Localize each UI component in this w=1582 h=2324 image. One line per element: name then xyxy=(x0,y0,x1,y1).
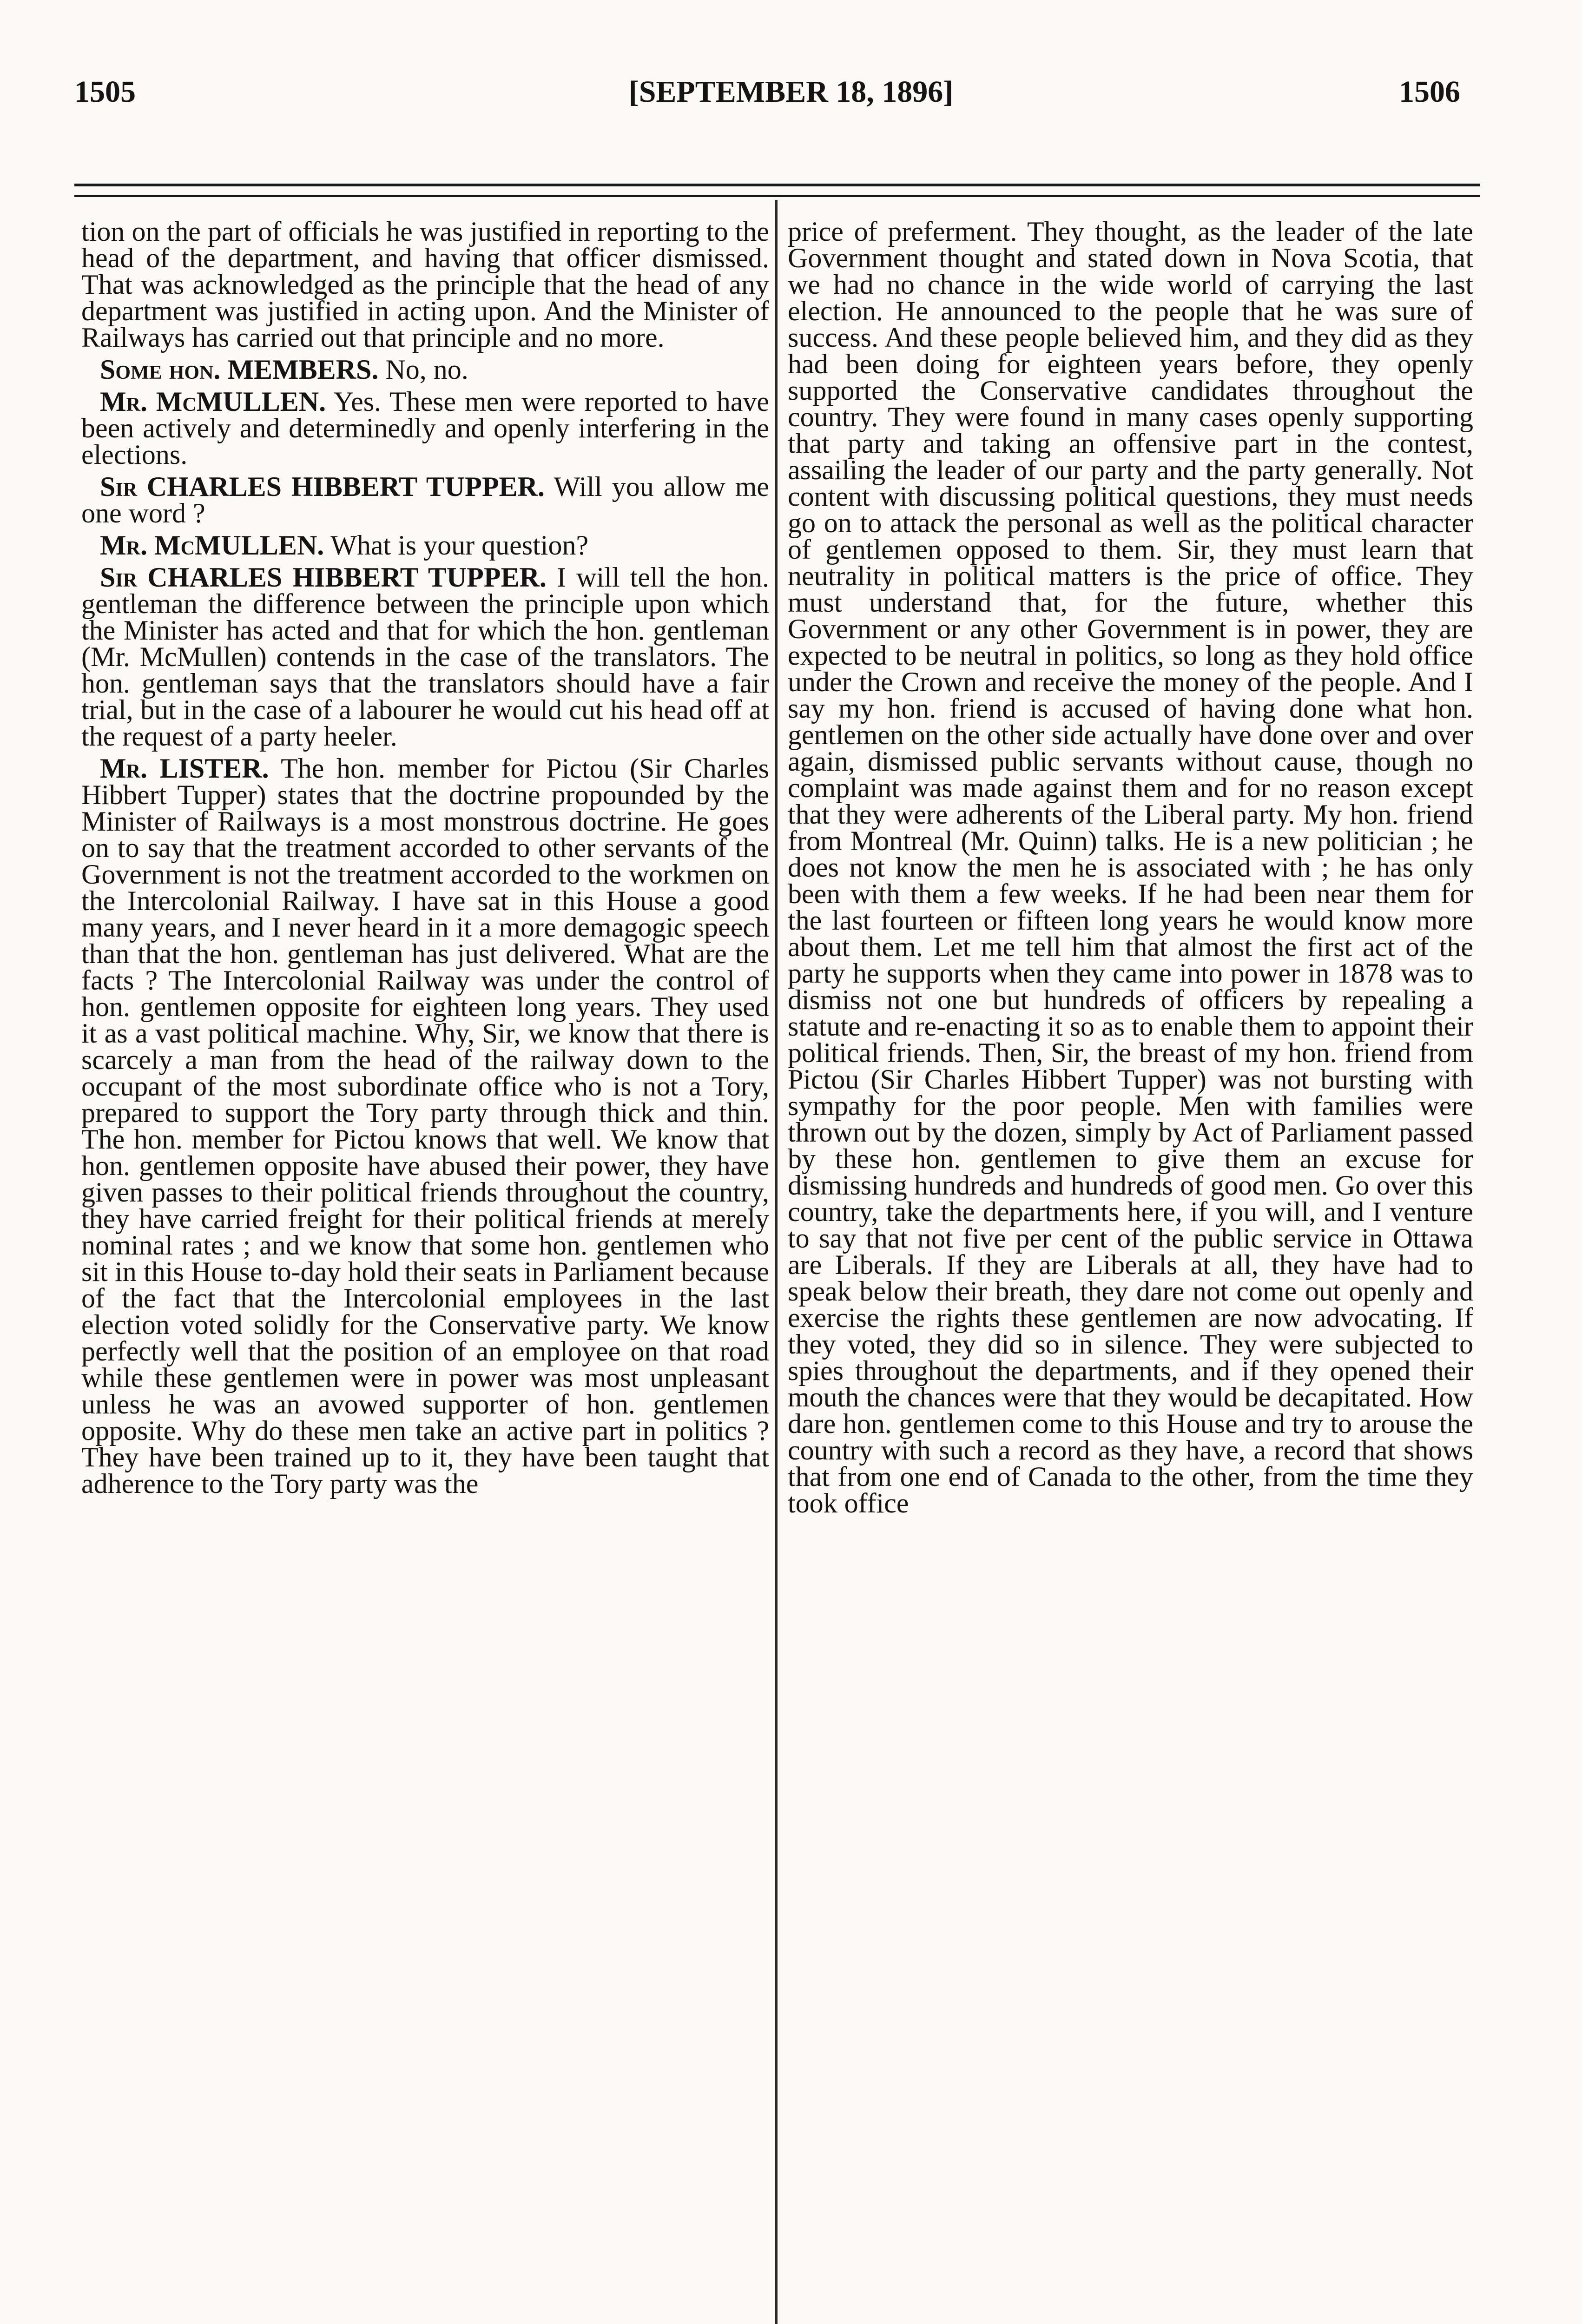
paragraph-text: I will tell the hon. gentleman the difference between the principle upon which the Minister has acted and that for which the hon. gentleman (Mr. McMullen) contends in the case of the translators. The hon. gentleman says that the translators should have a fair trial, but in the case of a labourer he would cut his head off at the request of a party heeler. xyxy=(81,562,769,752)
speaker-name: Some hon. MEMBERS. xyxy=(100,354,379,385)
paragraph xyxy=(81,386,769,470)
paragraph xyxy=(81,532,769,559)
page-header xyxy=(0,74,1582,125)
paragraph-text: price of preferment. They thought, as the leader of the late Government thought and stated down in Nova Scotia, that we had no chance in the wide world of carrying the last election. He announced to the people that he was sure of success. And these people believed him, and they did as they had been doing for eighteen years before, they openly supported the Conservative candidates throughout the country. They were found in many cases openly supporting that party and taking an offensive part in the contest, assailing the leader of our party and the party generally. Not content with discussing political questions, they must needs go on to attack the personal as well as the political character of gentlemen opposed to them. Sir, they must learn that neutrality in political matters is the price of office. They must understand that, for the future, whether this Government or any other Government is in power, they are expected to be neutral in politics, so long as they hold office under the Crown and receive the money of the people. And I say my hon. friend is accused of having done what hon. gentlemen on the other side actually have done over and over again, dismissed public servants without cause, though no complaint was made against them and for no reason except that they were adherents of the Liberal party. My hon. friend from Montreal (Mr. Quinn) talks. He is a new politician ; he does not know the men he is associated with ; he has only been with them a few weeks. If he had been near them for the last fourteen or fifteen long years he would know more about them. Let me tell him that almost the first act of the party he supports when they came into power in 1878 was to dismiss not one but hundreds of officers by repealing a statute and re-enacting it so as to enable them to appoint their political friends. Then, Sir, the breast of my hon. friend from Pictou (Sir Charles Hibbert Tupper) was not bursting with sympathy for the poor people. Men with families were thrown out by the dozen, simply by Act of Parliament passed by these hon. gentlemen to give them an excuse for dismissing hundreds and hundreds of good men. Go over this country, take the departments here, if you will, and I venture to say that not five per cent of the public service in Ottawa are Liberals. If they are Liberals at all, they have had to speak below their breath, they dare not come out openly and exercise the rights these gentlemen are now advocating. If they voted, they did so in silence. They were subjected to spies throughout the departments, and if they opened their mouth the chances were that they would be decapitated. How dare hon. gentlemen come to this House and try to arouse the country with such a record as they have, a record that shows that from one end of Canada to the other, from the time they took office xyxy=(788,218,1473,1519)
paragraph xyxy=(788,218,1473,1517)
paragraph xyxy=(81,755,769,1497)
paragraph-text: Yes. These men were reported to have been actively and determinedly and openly interfering in the elections. xyxy=(81,386,769,470)
speaker-name: Mr. McMULLEN. xyxy=(100,530,324,561)
paragraph-text: The hon. member for Pictou (Sir Charles Hibbert Tupper) states that the doctrine propounded by the Minister of Railways is a most monstrous doctrine. He goes on to say that the treatment accorded to other servants of the Government is not the treatment accorded to the workmen on the Intercolonial Railway. I have sat in this House a good many years, and I never heard in it a more demagogic speech than that the hon. gentleman has just delivered. What are the facts ? The Intercolonial Railway was under the control of hon. gentlemen opposite for eighteen long years. They used it as a vast political machine. Why, Sir, we know that there is scarcely a man from the head of the railway down to the occupant of the most subordinate office who is not a Tory, prepared to support the Tory party through thick and thin. The hon. member for Pictou knows that well. We know that hon. gentlemen opposite have abused their power, they have given passes to their political friends throughout the country, they have carried freight for their political friends at merely nominal rates ; and we know that some hon. gentlemen who sit in this House to-day hold their seats in Parliament because of the fact that the Intercolonial employees in the last election voted solidly for the Conservative party. We know perfectly well that the position of an employee on that road while these gentlemen were in power was most unpleasant unless he was an avowed supporter of hon. gentlemen opposite. Why do these men take an active part in politics ? They have been trained up to it, they have been taught that adherence to the Tory party was the xyxy=(81,753,769,1499)
paragraph-text: No, no. xyxy=(385,354,468,385)
speaker-name: Sir CHARLES HIBBERT TUPPER. xyxy=(100,471,545,502)
paragraph xyxy=(81,354,769,385)
speaker-name: Mr. LISTER. xyxy=(100,753,269,784)
column-divider xyxy=(775,200,778,2324)
right-column xyxy=(788,218,1473,2324)
paragraph xyxy=(81,564,769,750)
speaker-name: Mr. McMULLEN. xyxy=(100,386,326,417)
paragraph xyxy=(81,218,769,351)
header-rule-thin xyxy=(74,195,1480,197)
speaker-name: Sir CHARLES HIBBERT TUPPER. xyxy=(100,562,547,593)
paragraph xyxy=(81,471,769,528)
header-rule-thick xyxy=(74,184,1480,186)
paragraph-text: What is your question? xyxy=(330,530,589,561)
paragraph-text: tion on the part of officials he was justified in reporting to the head of the department, and having that officer dismissed. That was acknowledged as the principle that the head of any department was justified in acting upon. And the Minister of Railways has carried out that principle and no more. xyxy=(81,218,769,353)
right-page-number: 1506 xyxy=(1399,75,1460,109)
left-column xyxy=(81,218,769,2324)
left-page-number: 1505 xyxy=(74,75,136,109)
header-date: [SEPTEMBER 18, 1896] xyxy=(628,75,954,109)
paragraph-text: Will you allow me one word ? xyxy=(81,471,769,528)
